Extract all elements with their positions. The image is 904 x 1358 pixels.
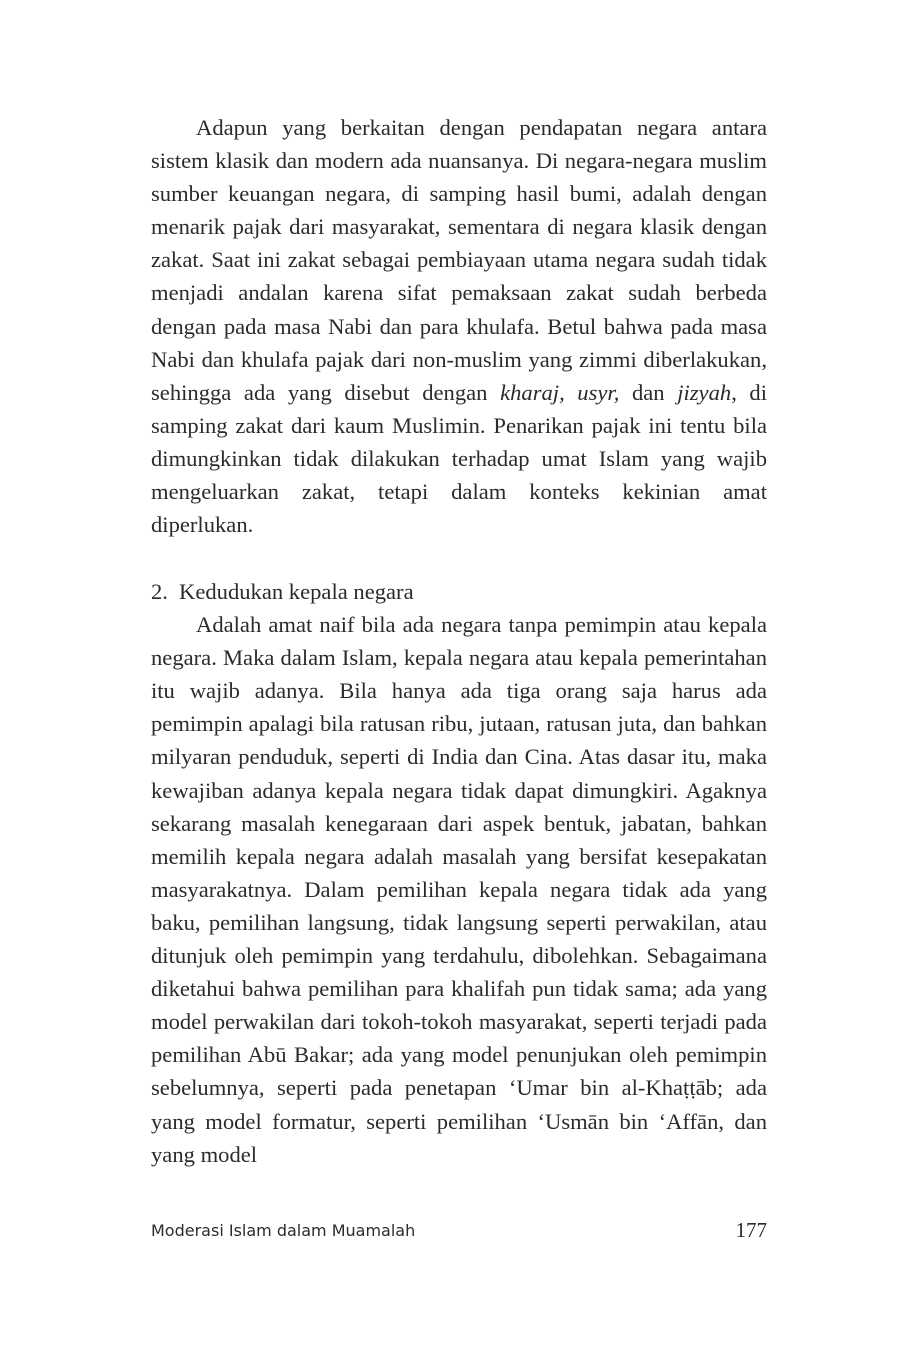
running-title: Moderasi Islam dalam Muamalah [151,1221,416,1240]
paragraph-text-part: dan [619,379,678,405]
term-jizyah: jizyah [677,379,732,405]
paragraph-text [151,111,767,541]
paragraph-pendapatan-negara [151,111,767,541]
section-body: Adalah amat naif bila ada negara tanpa pemimpin atau kepala negara. Maka dalam Islam, kepala negara atau kepala pemerintahan itu wajib adanya. Bila hanya ada tiga orang saja harus ada pemimpin apalagi bila ratusan ribu, jutaan, ratusan juta, dan bahkan milyaran penduduk, seperti di India dan Cina. Atas dasar itu, maka kewajiban adanya kepala negara tidak dapat dimungkiri. Agaknya sekarang masalah kenegaraan dari aspek bentuk, jabatan, bahkan memilih kepala negara adalah masalah yang bersifat kesepakatan masyarakatnya. Dalam pemilihan kepala negara tidak ada yang baku, pemilihan langsung, tidak langsung seperti perwakilan, atau ditunjuk oleh pemimpin yang terdahulu, dibolehkan. Sebagaimana diketahui bahwa pemilihan para khalifah pun tidak sama; ada yang model perwakilan dari tokoh-tokoh masyarakat, seperti terjadi pada pemilihan Abū Bakar; ada yang model penunjukan oleh pemimpin sebelumnya, seperti pada penetapan ‘Umar bin al-Khaṭṭāb; ada yang model formatur, seperti pemilihan ‘Usmān bin ‘Affān, dan yang model [151,612,767,1167]
paragraph-text-part: , di samping zakat dari kaum Muslimin. Penarikan pajak ini tentu bila dimungkinkan tidak dilakukan terhadap umat Islam yang wajib mengeluarkan zakat, tetapi dalam konteks kekinian amat diperlukan. [151,379,768,538]
term-kharaj-usyr: kharaj, usyr, [500,379,620,405]
section-kedudukan-kepala-negara [151,575,767,1171]
section-number: 2. [151,579,168,604]
section-title: Kedudukan kepala negara [179,579,414,604]
paragraph-text-part: Adapun yang berkaitan dengan pendapatan negara antara sistem klasik dan modern ada nuansanya. Di negara-negara muslim sumber keuangan negara, di samping hasil bumi, adalah dengan menarik pajak dari masyarakat, sementara di negara klasik dengan zakat. Saat ini zakat sebagai pembiayaan utama negara sudah tidak menjadi andalan karena sifat pemaksaan zakat sudah berbeda dengan pada masa Nabi dan para khulafa. Betul bahwa pada masa Nabi dan khulafa pajak dari non-muslim yang zimmi diberlakukan, sehingga ada yang disebut dengan [151,115,767,405]
page-number: 177 [735,1218,767,1242]
section-heading [151,575,767,608]
